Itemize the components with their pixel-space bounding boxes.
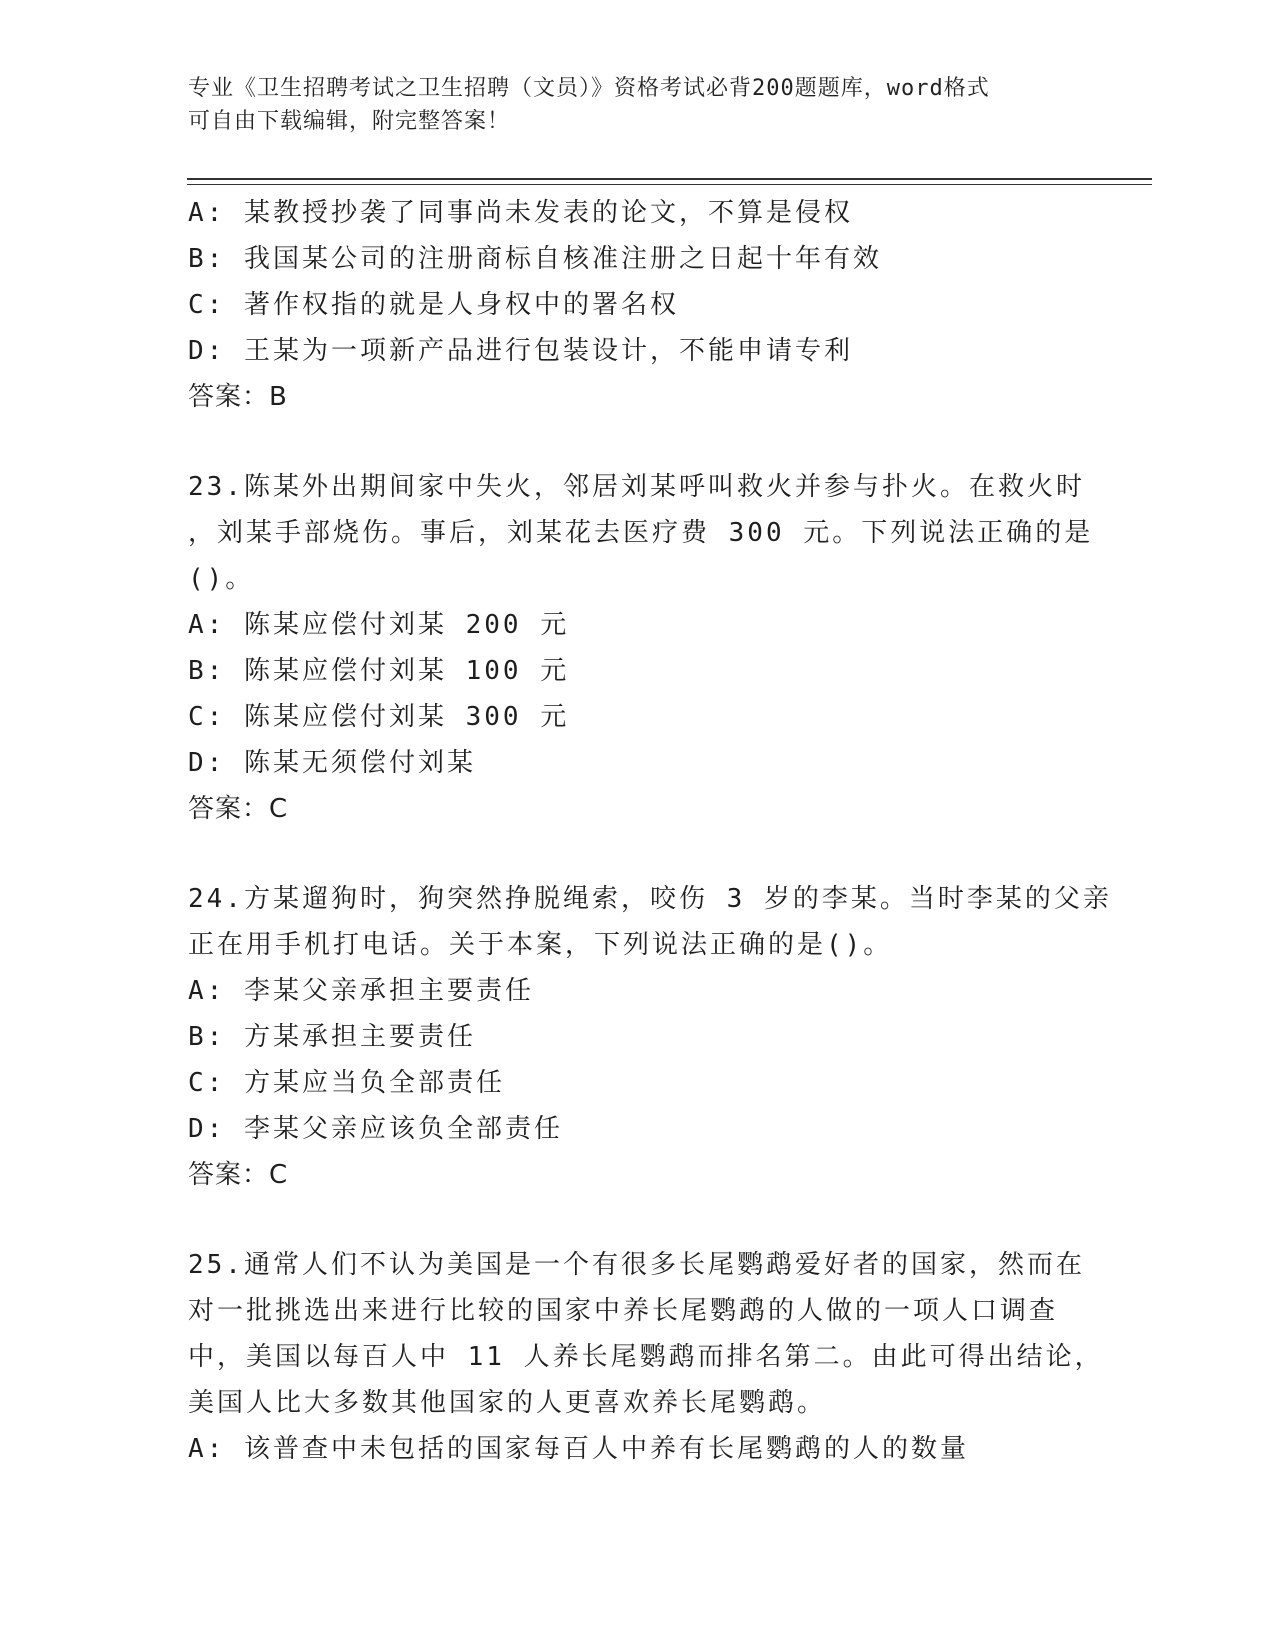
q25-stem-line-1: 25.通常人们不认为美国是一个有很多长尾鹦鹉爱好者的国家，然而在 bbox=[188, 1250, 1085, 1280]
q23-stem-line-3: ()。 bbox=[188, 564, 255, 594]
question-25-block bbox=[188, 1242, 1104, 1472]
q24-stem-line-1: 24.方某遛狗时，狗突然挣脱绳索，咬伤 3 岁的李某。当时李某的父亲 bbox=[188, 884, 1112, 914]
q24-option-a: A: 李某父亲承担主要责任 bbox=[188, 976, 534, 1006]
q25-stem-line-3: 中，美国以每百人中 11 人养长尾鹦鹉而排名第二。由此可得出结论， bbox=[188, 1342, 1104, 1372]
q23-option-b: B: 陈某应偿付刘某 100 元 bbox=[188, 656, 570, 686]
q22-option-b: B: 我国某公司的注册商标自核准注册之日起十年有效 bbox=[188, 244, 882, 274]
question-list bbox=[188, 190, 1112, 1472]
q24-option-d: D: 李某父亲应该负全部责任 bbox=[188, 1114, 563, 1144]
header-divider-thick bbox=[187, 178, 1152, 180]
q23-option-c: C: 陈某应偿付刘某 300 元 bbox=[188, 702, 570, 732]
q23-option-a: A: 陈某应偿付刘某 200 元 bbox=[188, 610, 570, 640]
q23-option-d: D: 陈某无须偿付刘某 bbox=[188, 748, 476, 778]
q24-option-b: B: 方某承担主要责任 bbox=[188, 1022, 476, 1052]
q25-option-a: A: 该普查中未包括的国家每百人中养有长尾鹦鹉的人的数量 bbox=[188, 1434, 969, 1464]
header-divider-thin bbox=[187, 184, 1152, 185]
q23-answer: 答案：C bbox=[188, 794, 289, 824]
question-24-block bbox=[188, 876, 1112, 1198]
question-spacer bbox=[188, 420, 1088, 464]
header-title-line-1: 专业《卫生招聘考试之卫生招聘（文员）》资格考试必背200题题库，word格式 bbox=[188, 76, 990, 101]
q24-stem-line-2: 正在用手机打电话。关于本案，下列说法正确的是()。 bbox=[188, 930, 893, 960]
q22-option-a: A: 某教授抄袭了同事尚未发表的论文，不算是侵权 bbox=[188, 198, 853, 228]
q25-stem-line-2: 对一批挑选出来进行比较的国家中养长尾鹦鹉的人做的一项人口调查 bbox=[188, 1296, 1059, 1326]
question-spacer bbox=[188, 1198, 1088, 1242]
q23-stem-line-1: 23.陈某外出期间家中失火，邻居刘某呼叫救火并参与扑火。在救火时 bbox=[188, 472, 1085, 502]
q24-answer: 答案：C bbox=[188, 1160, 289, 1190]
question-22-block bbox=[188, 190, 1088, 420]
q23-stem-line-2: ，刘某手部烧伤。事后，刘某花去医疗费 300 元。下列说法正确的是 bbox=[188, 518, 1094, 548]
q24-option-c: C: 方某应当负全部责任 bbox=[188, 1068, 505, 1098]
question-spacer bbox=[188, 832, 1088, 876]
q22-option-c: C: 著作权指的就是人身权中的署名权 bbox=[188, 290, 679, 320]
q22-option-d: D: 王某为一项新产品进行包装设计，不能申请专利 bbox=[188, 336, 853, 366]
header-title-line-2: 可自由下载编辑，附完整答案！ bbox=[188, 109, 511, 134]
q25-stem-line-4: 美国人比大多数其他国家的人更喜欢养长尾鹦鹉。 bbox=[188, 1388, 827, 1418]
question-23-block bbox=[188, 464, 1094, 832]
q22-answer: 答案：B bbox=[188, 382, 288, 412]
document-header bbox=[188, 72, 1088, 138]
